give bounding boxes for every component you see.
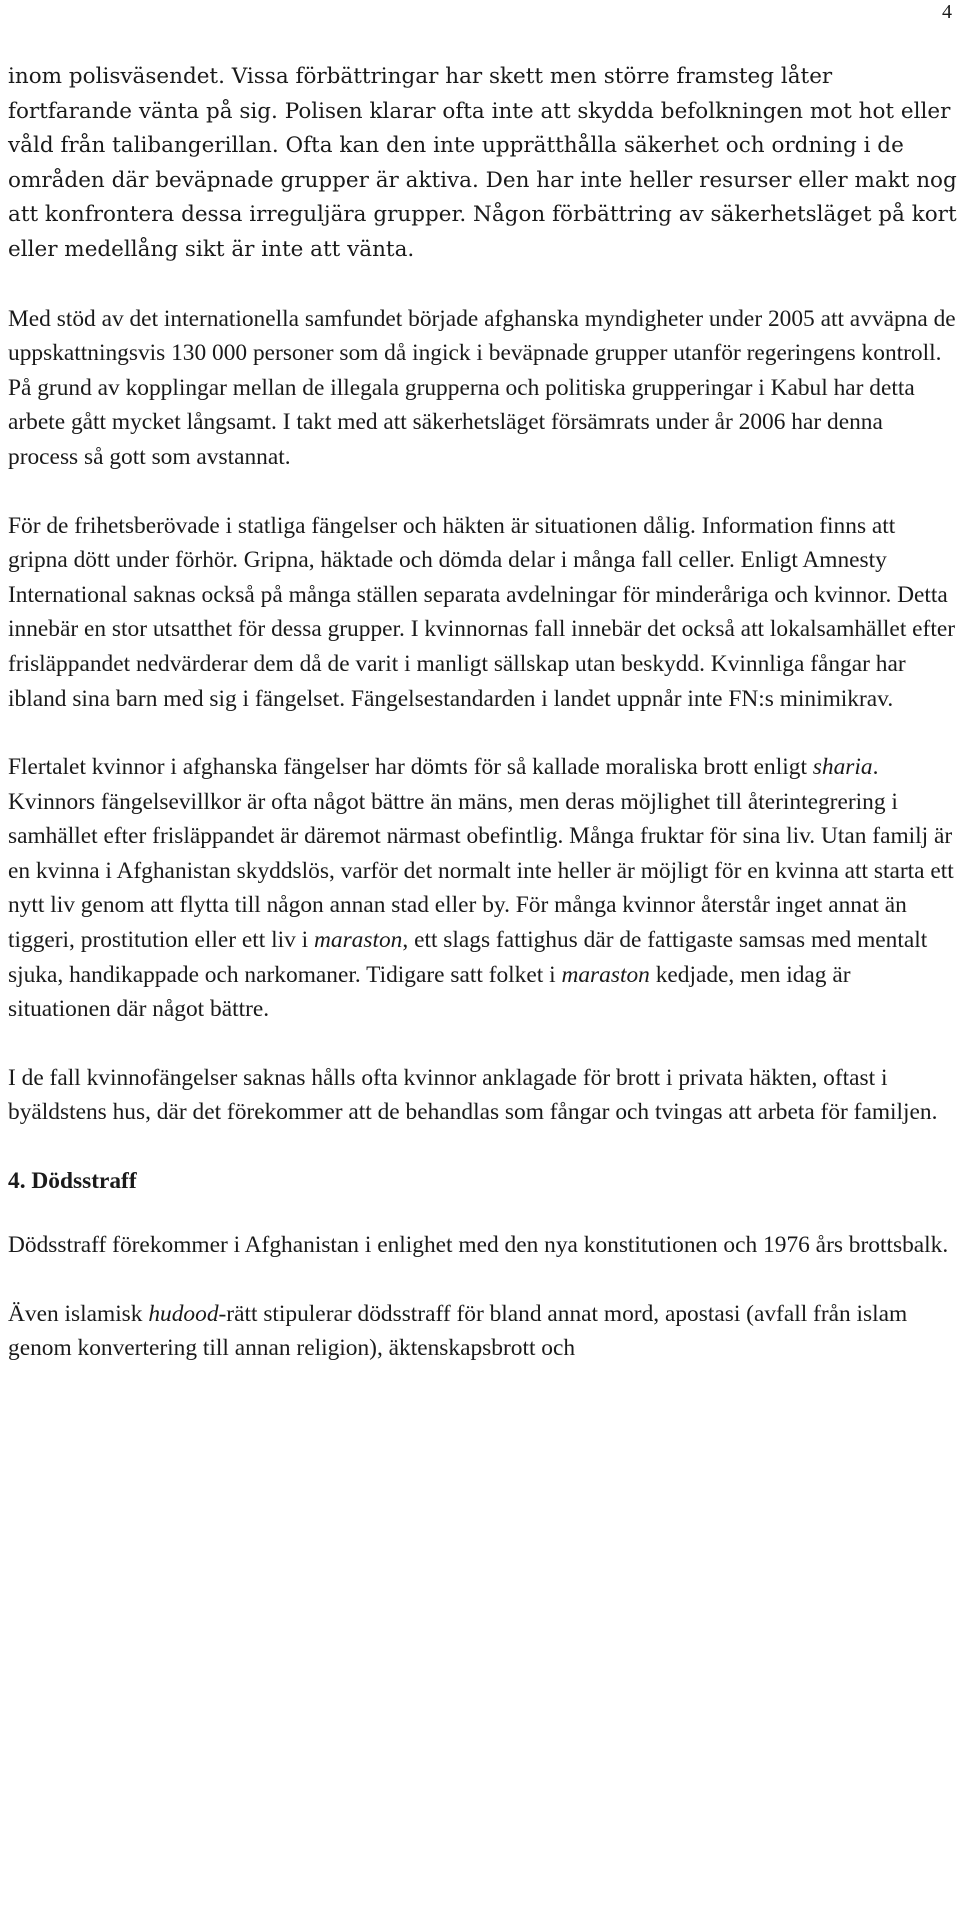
- section-heading-death-penalty: 4. Dödsstraff: [8, 1168, 137, 1195]
- paragraph-death-penalty: Dödsstraff förekommer i Afghanistan i enlighet med den nya konstitutionen och 1976 års brottsbalk.: [8, 1232, 949, 1259]
- text-run: kedjade, men idag är situationen där något bättre.: [8, 961, 851, 1023]
- term-sharia: sharia: [812, 754, 873, 781]
- text-run: , ett slags fattighus där de fattigaste samsas med mentalt sjuka, handikappade och narkomaner. Tidigare satt folket i: [8, 927, 928, 988]
- term-hudood: hudood: [148, 1300, 219, 1327]
- text-run: Flertalet kvinnor i afghanska fängelser har dömts för så kallade moraliska brott enligt: [8, 754, 813, 781]
- page-number: 4: [942, 1, 952, 23]
- paragraph-prisons: För de frihetsberövade i statliga fängelser och häkten är situationen dålig. Information finns att gripna dött under förhör. Gripna, häktade och dömda delar i många fall celler. Enligt Amnesty International saknas också på många ställen separata avdelningar för minderåriga och kvinnor. Detta innebär en stor utsatthet för dessa grupper. I kvinnornas fall innebär det också att lokalsamhället efter frisläppandet nedvärderar dem då de varit i manligt sällskap utan beskydd. Kvinnliga fångar har ibland sina barn med sig i fängelset. Fängelsestandarden i landet uppnår inte FN:s minimikrav.: [8, 512, 956, 712]
- paragraph-police: inom polisväsendet. Vissa förbättringar har skett men större framsteg låter fortfarande vänta på sig. Polisen klarar ofta inte att skydda befolkningen mot hot eller våld från talibangerillan. Ofta kan den inte upprätthålla säkerhet och ordning i de områden där beväpnade grupper är aktiva. Den har inte heller resurser eller makt nog att konfrontera dessa irreguljära grupper. Någon förbättring av säkerhetsläget på kort eller medellång sikt är inte att vänta.: [8, 64, 957, 262]
- text-run: . Kvinnors fängelsevillkor är ofta något bättre än mäns, men deras möjlighet till återintegrering i samhället efter frisläppandet är däremot närmast obefintlig. Många fruktar för sina liv. Utan familj är en kvinna i Afghanistan skyddslös, varför det normalt inte heller är möjligt för en kvinna att starta ett nytt liv genom att flytta till någon annan stad eller by. För många kvinnor återstår inget annat än tiggeri, prostitution eller ett liv i: [8, 754, 954, 954]
- paragraph-women-prisoners: [8, 750, 958, 1027]
- term-maraston: maraston: [561, 961, 650, 988]
- document-body: [8, 60, 958, 1366]
- paragraph-private-detention: I de fall kvinnofängelser saknas hålls ofta kvinnor anklagade för brott i privata häkten, oftast i byäldstens hus, där det förekommer att de behandlas som fångar och tvingas att arbeta för familjen.: [8, 1064, 938, 1126]
- text-run: -rätt stipulerar dödsstraff för bland annat mord, apostasi (avfall från islam genom konvertering till annan religion), äktenskapsbrott och: [8, 1300, 908, 1362]
- paragraph-hudood: [8, 1297, 958, 1366]
- text-run: Även islamisk: [8, 1300, 149, 1327]
- paragraph-disarmament: Med stöd av det internationella samfundet började afghanska myndigheter under 2005 att avväpna de uppskattningsvis 130 000 personer som då ingick i beväpnade grupper utanför regeringens kontroll. På grund av kopplingar mellan de illegala grupperna och politiska grupperingar i Kabul har detta arbete gått mycket långsamt. I takt med att säkerhetsläget försämrats under år 2006 har denna process så gott som avstannat.: [8, 305, 956, 470]
- term-maraston: maraston: [313, 927, 403, 954]
